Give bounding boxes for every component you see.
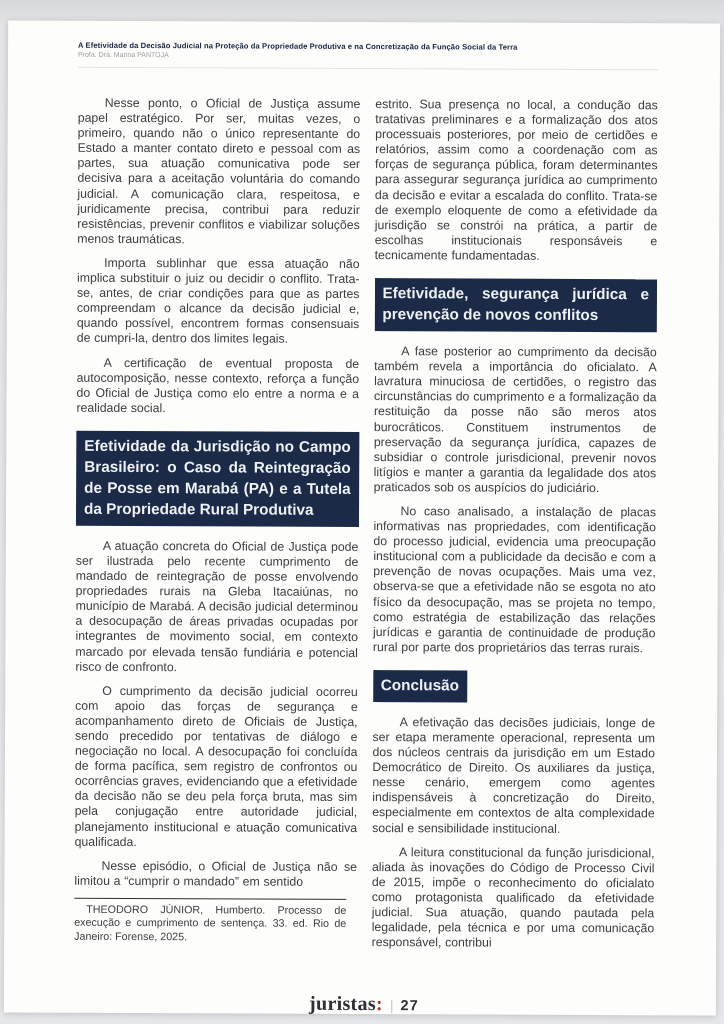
paragraph: Nesse ponto, o Oficial de Justiça assume papel estratégico. Por ser, muitas vezes, o primeiro, quando não o único representante do Estado a manter contato direto e pessoal com as partes, sua atuação comunicativa pode ser decisiva para a aceitação voluntária do comando judicial. A comunicação clara, respeitosa, e juridicamente precisa, contribui para reduzir resistências, prevenir conflitos e viabilizar soluções menos traumáticas. bbox=[77, 95, 361, 247]
document-author: Profa. Dra. Marina PANTOJA bbox=[78, 51, 169, 60]
paragraph-continuation: estrito. Sua presença no local, a condução das tratativas preliminares e a formalização dos atos processuais posteriores, por meio de certidões e relatórios, assim como a coordenação com as forças de segurança pública, foram determinantes para assegurar segurança jurídica ao cumprimento da decisão e evitar a escalada do conflito. Trata-se de exemplo eloquente de como a efetividade da jurisdição se constrói na prática, a partir de escolhas institucionais responsáveis e tecnicamente fundamentadas. bbox=[374, 97, 658, 263]
paragraph: Nesse episódio, o Oficial de Justiça não se limitou a “cumprir o mandado” em sentido bbox=[74, 858, 358, 889]
footnote-rule bbox=[74, 898, 346, 900]
paragraph: A efetivação das decisões judiciais, longe de ser etapa meramente operacional, representa um dos núcleos centrais da jurisdição em um Estado Democrático de Direito. Os auxiliares da justiça, nesse cenário, emergem como agentes indispensáveis à concretização do Direito, especialmente em contextos de alta complexidade social e sensibilidade institucional. bbox=[372, 715, 656, 836]
brand-text: juristas bbox=[309, 992, 376, 1016]
document-page bbox=[4, 20, 720, 1015]
section-heading-conclusao: Conclusão bbox=[373, 670, 467, 702]
left-column bbox=[74, 96, 360, 985]
paragraph: A certificação de eventual proposta de autocomposição, nesse contexto, reforça a função do Oficial de Justiça como elo entre a norma e a realidade social. bbox=[76, 355, 360, 415]
footnote-area bbox=[74, 898, 357, 985]
paragraph: Importa sublinhar que essa atuação não implica substituir o juiz ou decidir o conflito. Trata-se, antes, de criar condições para que as partes compreendam o alcance da decisão judicial e, quando possível, encontrem formas consensuais de cumpri-la, dentro dos limites legais. bbox=[76, 255, 360, 347]
document-title: A Efetividade da Decisão Judicial na Proteção da Propriedade Produtiva e na Concretização da Função Social da Terra bbox=[78, 40, 518, 52]
page-header bbox=[78, 41, 658, 71]
juristas-logo bbox=[309, 993, 383, 1016]
two-column-body bbox=[74, 96, 658, 987]
paragraph: A fase posterior ao cumprimento da decisão também revela a importância do oficialato. A lavratura minuciosa de certidões, o registro das circunstâncias do cumprimento e a formalização da restituição da posse não são meros atos burocráticos. Constituem instrumentos de preservação da segurança jurídica, capazes de subsidiar o controle jurisdicional, prevenir novos litígios e manter a garantia da legalidade dos atos praticados sob os auspícios do judiciário. bbox=[373, 344, 657, 495]
paragraph: O cumprimento da decisão judicial ocorreu com apoio das forças de segurança e acompanhamento direto de Oficiais de Justiça, sendo precedido por tentativas de diálogo e negociação no local. A desocupação foi concluída de forma pacífica, sem registro de confrontos ou ocorrências graves, evidenciando que a efetividade da decisão não se deu pela força bruta, mas sim pela conjugação entre autoridade judicial, planejamento institucional e atuação comunicativa qualificada. bbox=[74, 683, 358, 849]
brand-colon: : bbox=[375, 993, 383, 1016]
paragraph: No caso analisado, a instalação de placas informativas nas propriedades, com identificação do processo judicial, evidencia uma preocupação institucional com a publicidade da decisão e com a prevenção de novas ocupações. Mais uma vez, observa-se que a efetividade não se esgota no ato físico da desocupação, mas se projeta no tempo, como estratégia de estabilização das relações jurídicas e garantia de continuidade de produção rural por parte dos proprietários das terras rurais. bbox=[372, 504, 657, 656]
paragraph: A atuação concreta do Oficial de Justiça pode ser ilustrada pelo recente cumprimento de mandado de reintegração de posse envolvendo propriedades rurais na Gleba Itacaiúnas, no município de Marabá. A decisão judicial determinou a desocupação de áreas privadas ocupadas por integrantes de movimento social, em contexto marcado por elevada tensão fundiária e potencial risco de confronto. bbox=[75, 538, 359, 674]
page-footer bbox=[74, 984, 654, 1024]
footnote-text: THEODORO JÚNIOR, Humberto. Processo de execução e cumprimento de sentença. 33. ed. Rio de Janeiro: Forense, 2025. bbox=[74, 903, 347, 943]
footer-separator: | bbox=[389, 997, 394, 1014]
paragraph: A leitura constitucional da função jurisdicional, aliada às inovações do Código de Processo Civil de 2015, impõe o reconhecimento do oficialato como protagonista qualificado da efetividade judicial. Sua atuação, quando pautada pela legalidade, pela técnica e por uma comunicação responsável, contribui bbox=[371, 844, 655, 950]
page-number: 27 bbox=[400, 998, 419, 1015]
right-column bbox=[371, 97, 657, 986]
section-heading-efetividade-seguranca: Efetividade, segurança jurídica e prevenção de novos conflitos bbox=[374, 278, 657, 332]
section-heading-jurisdicao-campo: Efetividade da Jurisdição no Campo Brasileiro: o Caso da Reintegração de Posse em Marabá (PA) e a Tutela da Propriedade Rural Produtiva bbox=[76, 431, 359, 527]
